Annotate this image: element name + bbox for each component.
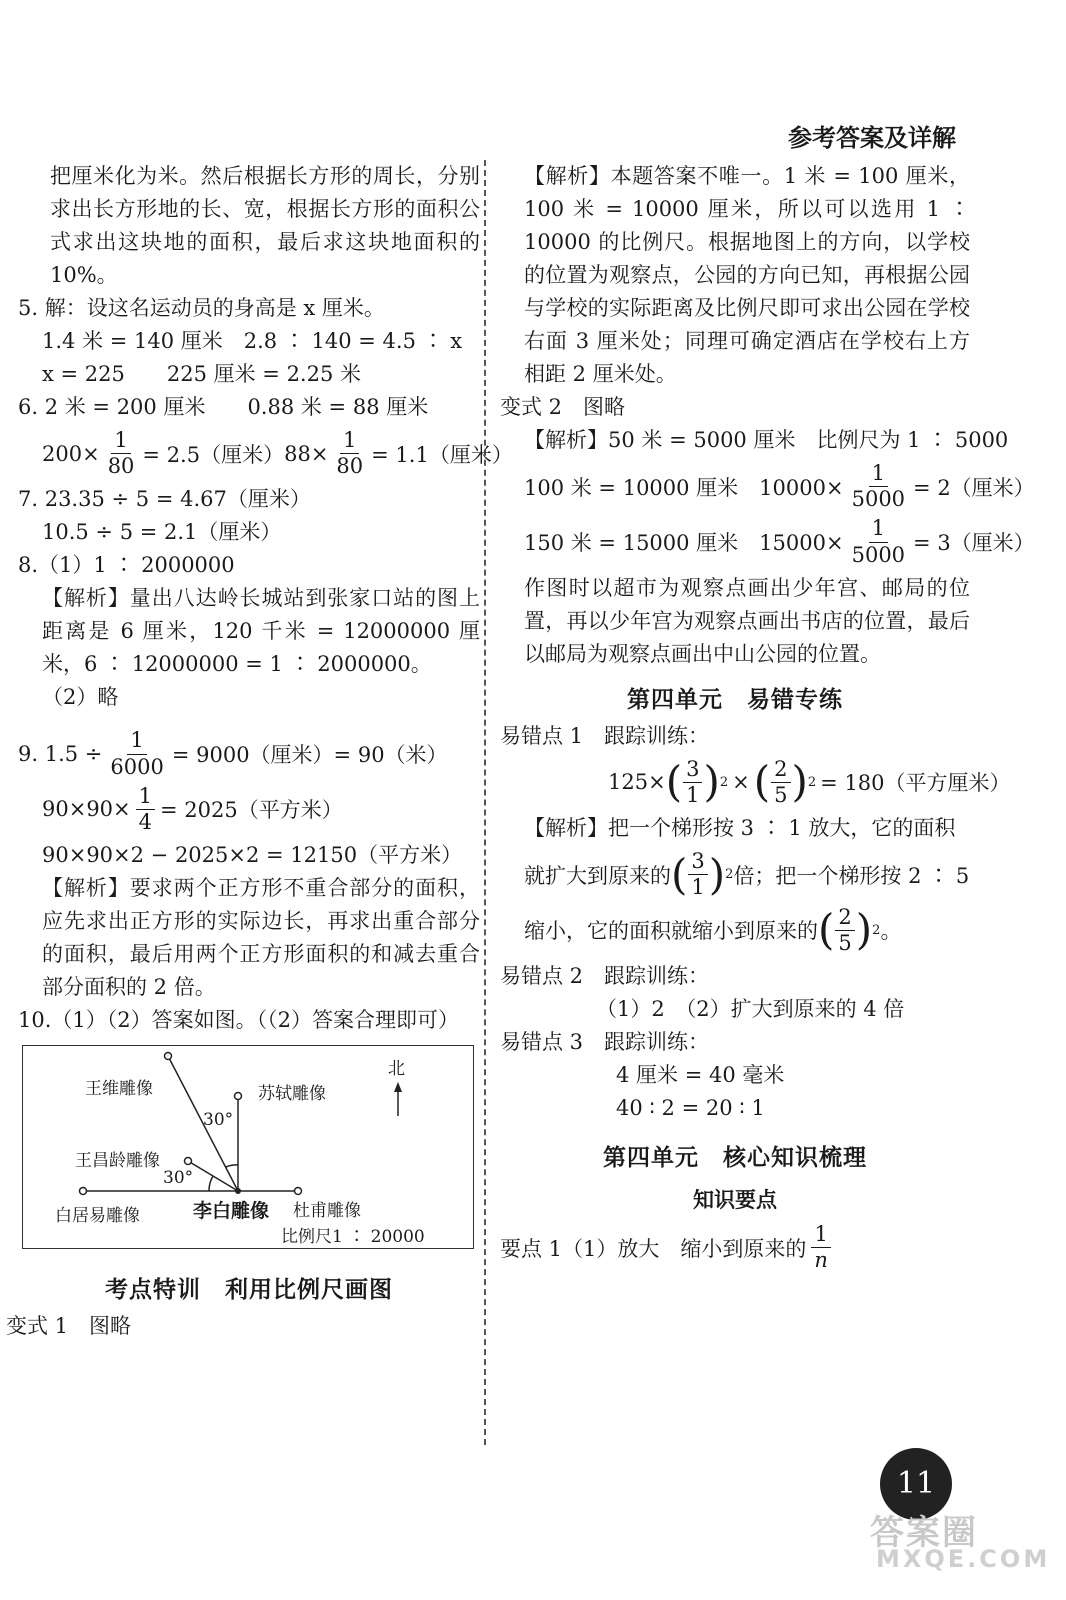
arc-angle1 — [226, 1165, 238, 1167]
q6-line1: 6. 2 米 = 200 厘米 0.88 米 = 88 厘米 — [18, 395, 429, 419]
dot-sushi — [235, 1093, 242, 1100]
yicuo2-answer: （1）2 （2）扩大到原来的 4 倍 — [596, 996, 905, 1021]
q6-math — [18, 428, 513, 479]
label-angle1: 30° — [203, 1110, 234, 1131]
map-figure — [22, 1045, 474, 1249]
yicuo1-analysis-a: 【解析】把一个梯形按 3 ∶ 1 放大，它的面积 — [524, 816, 956, 841]
q6-b-pre: 88× — [284, 441, 329, 466]
q5-line2: 1.4 米 = 140 厘米 2.8 ∶ 140 = 4.5 ∶ x — [42, 329, 463, 353]
analysis-c-text1: 缩小，它的面积就缩小到原来的 — [524, 919, 818, 944]
dot-dufu — [295, 1188, 302, 1195]
yicuo1-pre: 125× — [608, 770, 666, 795]
column-divider — [484, 160, 486, 1445]
analysis-1: 【解析】本题答案不唯一。1 米 = 100 厘米，100 米 = 10000 厘米，所以可以选用 1 ∶ 10000 的比例尺。根据地图上的方向，以学校的位置为观察点，公园的方向已知，再根据公园与学校的实际距离及比例尺即可求出公园在学校右面 3 厘米处；同理可确定酒店在学校右上方相距 2 厘米处。 — [524, 164, 970, 386]
math-100m-fraction: $\frac{1}{5000}$ — [851, 461, 906, 512]
dot-wangchangling — [185, 1158, 192, 1165]
math-100m — [500, 461, 1035, 512]
page-number-badge: 11 — [880, 1448, 952, 1520]
label-wangchangling: 王昌龄雕像 — [75, 1151, 160, 1172]
q5-line3: x = 225 225 厘米 = 2.25 米 — [42, 362, 362, 386]
yicuo1-result: = 180（平方厘米） — [820, 771, 1011, 796]
q10-line: 10.（1）（2）答案如图。（（2）答案合理即可） — [18, 1008, 459, 1033]
q6-a-result: = 2.5（厘米） — [142, 442, 285, 467]
q9-pre: 9. 1.5 ÷ — [18, 742, 103, 767]
q9-fraction2: $\frac{1}{4}$ — [136, 784, 155, 835]
yicuo3-line: 易错点 3 跟踪训练： — [500, 1029, 710, 1054]
left-column — [6, 160, 513, 1343]
label-angle2: 30° — [163, 1168, 194, 1189]
north-label: 北 — [388, 1059, 405, 1080]
q8-line2: （2）略 — [42, 685, 119, 710]
yicuo1-times: × — [732, 770, 750, 795]
q6-b-result: = 1.1（厘米） — [371, 442, 513, 467]
analysis-b-text2: 倍；把一个梯形按 2 ∶ 5 — [733, 863, 970, 888]
label-dufu: 杜甫雕像 — [293, 1201, 361, 1222]
north-arrow-head — [394, 1082, 402, 1092]
q9-math2 — [18, 784, 480, 835]
q9-pre2: 90×90× — [42, 797, 131, 822]
label-libai: 李白雕像 — [193, 1200, 270, 1223]
q6-b-fraction: $\frac{1}{80}$ — [336, 428, 364, 479]
yicuo2-line: 易错点 2 跟踪训练： — [500, 963, 710, 988]
analysis-2: 【解析】50 米 = 5000 厘米 比例尺为 1 ∶ 5000 — [524, 428, 1009, 452]
analysis-c-text2: 。 — [880, 919, 902, 944]
yicuo1-analysis-b — [500, 849, 970, 900]
yicuo1-analysis-c — [500, 905, 970, 956]
label-sushi: 苏轼雕像 — [258, 1084, 326, 1105]
yicuo1-line: 易错点 1 跟踪训练： — [500, 723, 710, 748]
q9-result2: = 2025（平方米） — [160, 798, 343, 823]
dot-wangwei — [165, 1053, 172, 1060]
q8-line1: 8.（1）1 ∶ 2000000 — [18, 553, 235, 578]
paren-frac-2-5-c: ( $\frac{2}{5}$ ) 2 — [818, 904, 881, 955]
section-title-kaodian: 考点特训 利用比例尺画图 — [105, 1276, 393, 1304]
bianshi2-line: 变式 2 图略 — [500, 395, 626, 419]
q9-fraction: $\frac{1}{6000}$ — [110, 728, 164, 779]
dot-libai — [235, 1188, 241, 1194]
q9-line3: 90×90×2 − 2025×2 = 12150（平方米） — [42, 843, 463, 868]
label-scale: 比例尺1 ∶ 20000 — [281, 1227, 425, 1248]
yicuo1-math — [500, 756, 1011, 808]
math-100m-pre: 100 米 = 10000 厘米 10000× — [524, 475, 844, 500]
math-150m-pre: 150 米 = 15000 厘米 15000× — [524, 531, 844, 556]
paren-frac-2-5: ( $\frac{2}{5}$ ) 2 — [753, 756, 817, 807]
q8-analysis: 【解析】量出八达岭长城站到张家口站的图上距离是 6 厘米，120 千米 = 12000000 厘米，6 ∶ 12000000 = 1 ∶ 2000000。 — [42, 586, 480, 677]
analysis-b-text1: 就扩大到原来的 — [524, 863, 671, 888]
bianshi1-line: 变式 1 图略 — [6, 1314, 132, 1339]
dot-baijuyi — [80, 1188, 87, 1195]
paren-frac-3-1: ( $\frac{3}{1}$ ) 2 — [665, 756, 729, 807]
arc-angle2 — [209, 1176, 213, 1191]
math-150m-fraction: $\frac{1}{5000}$ — [851, 516, 906, 567]
subsection-zhishi: 知识要点 — [693, 1186, 777, 1212]
label-baijuyi: 白居易雕像 — [55, 1206, 140, 1227]
yaodian1-pre: 要点 1（1）放大 缩小到原来的 — [500, 1236, 807, 1261]
math-100m-result: = 2（厘米） — [913, 475, 1035, 500]
math-150m-result: = 3（厘米） — [913, 531, 1035, 556]
math-150m — [500, 516, 1035, 567]
drawing-instructions: 作图时以超市为观察点画出少年宫、邮局的位置，再以少年宫为观察点画出书店的位置，最后以邮局为观察点画出中山公园的位置。 — [524, 575, 970, 666]
q9-math1 — [18, 728, 480, 779]
section-title-hexin: 第四单元 核心知识梳理 — [603, 1143, 867, 1171]
yaodian1-math — [500, 1222, 970, 1273]
yicuo3-line2: 40 ∶ 2 = 20 ∶ 1 — [616, 1095, 765, 1120]
watermark-url: MXQE.COM — [876, 1545, 1051, 1573]
q7-line1: 7. 23.35 ÷ 5 = 4.67（厘米） — [18, 487, 311, 512]
q5-line1: 5. 解：设这名运动员的身高是 x 厘米。 — [18, 296, 385, 320]
intro-paragraph: 把厘米化为米。然后根据长方形的周长，分别求出长方形地的长、宽，根据长方形的面积公式求出这块地的面积，最后求这块地面积的 10%。 — [50, 164, 480, 287]
label-wangwei: 王维雕像 — [85, 1079, 153, 1100]
q9-analysis: 【解析】要求两个正方形不重合部分的面积，应先求出正方形的实际边长，再求出重合部分的面积，最后用两个正方形面积的和减去重合部分面积的 2 倍。 — [42, 876, 480, 1000]
right-column — [500, 160, 1035, 1277]
page-header: 参考答案及详解 — [788, 123, 956, 152]
q7-line2: 10.5 ÷ 5 = 2.1（厘米） — [42, 520, 282, 545]
q6-a-fraction: $\frac{1}{80}$ — [107, 428, 135, 479]
yicuo3-line1: 4 厘米 = 40 毫米 — [616, 1062, 785, 1087]
q6-a-pre: 200× — [42, 441, 100, 466]
q9-result: = 9000（厘米）= 90（米） — [171, 743, 448, 768]
paren-frac-3-1-b: ( $\frac{3}{1}$ ) 2 — [671, 849, 734, 900]
yaodian1-fraction: $\frac{1}{n}$ — [811, 1222, 831, 1273]
section-title-yicuo: 第四单元 易错专练 — [627, 685, 843, 713]
watermark-logo: 答案圈 — [870, 1513, 978, 1553]
